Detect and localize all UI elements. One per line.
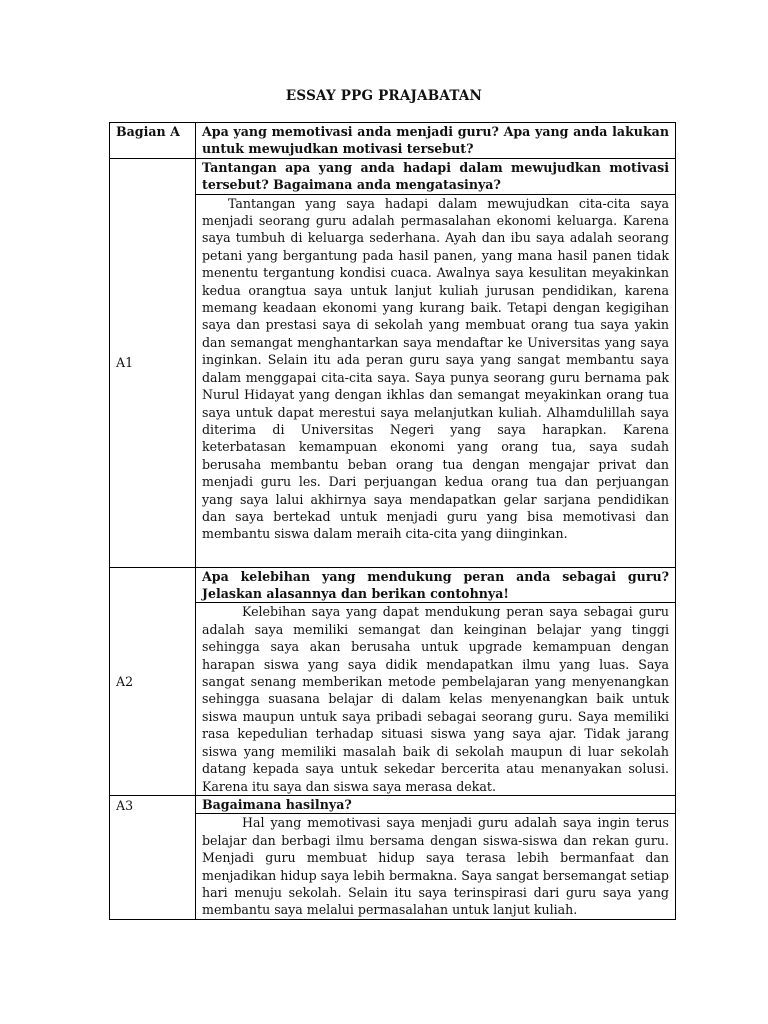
section-answer-a3 [196, 814, 676, 919]
table-row-a3-question [110, 795, 676, 813]
section-question-header: Apa yang memotivasi anda menjadi guru? Apa yang anda lakukan untuk mewujudkan motivasi tersebut? [196, 123, 676, 159]
essay-table [109, 122, 676, 920]
section-question-a1: Tantangan apa yang anda hadapi dalam mewujudkan motivasi tersebut? Bagaimana anda mengatasinya? [196, 158, 676, 194]
answer-paragraph-a2: Kelebihan saya yang dapat mendukung peran saya sebagai guru adalah saya memiliki semangat dan keinginan belajar yang tinggi sehingga saya akan berusaha untuk upgrade kemampuan dengan harapan siswa yang saya didik mendapatkan ilmu yang luas. Saya sangat senang memberikan metode pembelajaran yang menyenangkan sehingga suasana belajar di dalam kelas menyenangkan baik untuk siswa maupun untuk saya pribadi sebagai seorang guru. Saya memiliki rasa kepedulian terhadap situasi siswa yang saya ajar. Tidak jarang siswa yang memiliki masalah baik di sekolah maupun di luar sekolah datang kepada saya untuk sekedar bercerita atau menanyakan solusi. Karena itu saya dan siswa saya merasa dekat. [202, 604, 669, 794]
table-row-header [110, 123, 676, 159]
section-answer-a1 [196, 194, 676, 567]
answer-paragraph-a3: Hal yang memotivasi saya menjadi guru adalah saya ingin terus belajar dan berbagi ilmu bersama dengan siswa-siswa dan rekan guru. Menjadi guru membuat hidup saya terasa lebih bermanfaat dan menjadikan hidup saya lebih bermakna. Saya sangat bersemangat setiap hari menuju sekolah. Selain itu saya terinspirasi dari guru saya yang membantu saya melalui permasalahan untuk lanjut kuliah. [202, 815, 669, 918]
document-title: ESSAY PPG PRAJABATAN [285, 88, 483, 104]
section-question-a2: Apa kelebihan yang mendukung peran anda sebagai guru? Jelaskan alasannya dan berikan contohnya! [196, 567, 676, 603]
table-row-a2-question [110, 567, 676, 603]
section-label-a3: A3 [110, 795, 196, 919]
section-label-a1: A1 [110, 158, 196, 567]
section-answer-a2 [196, 603, 676, 795]
answer-paragraph-a1: Tantangan yang saya hadapi dalam mewujudkan cita-cita saya menjadi seorang guru adalah permasalahan ekonomi keluarga. Karena saya tumbuh di keluarga sederhana. Ayah dan ibu saya adalah seorang petani yang bergantung pada hasil panen, yang mana hasil panen tidak menentu tergantung kondisi cuaca. Awalnya saya kesulitan meyakinkan kedua orangtua saya untuk lanjut kuliah jurusan pendidikan, karena memang keadaan ekonomi yang kurang baik. Tetapi dengan kegigihan saya dan prestasi saya di sekolah yang membuat orang tua saya yakin dan semangat menghantarkan saya mendaftar ke Universitas yang saya inginkan. Selain itu ada peran guru saya yang sangat membantu saya dalam menggapai cita-cita saya. Saya punya seorang guru bernama pak Nurul Hidayat yang dengan ikhlas dan semangat meyakinkan orang tua saya untuk dapat merestui saya melanjutkan kuliah. Alhamdulillah saya diterima di Universitas Negeri yang saya harapkan. Karena keterbatasan kemampuan ekonomi yang orang tua, saya sudah berusaha membantu beban orang tua dengan mengajar privat dan menjadi guru les. Dari perjuangan kedua orang tua dan perjuangan yang saya lalui akhirnya saya mendapatkan gelar sarjana pendidikan dan saya bertekad untuk menjadi guru yang bisa memotivasi dan membantu siswa dalam meraih cita-cita yang diinginkan. [202, 195, 669, 542]
section-label-a2: A2 [110, 567, 196, 795]
section-label-header: Bagian A [110, 123, 196, 159]
table-row-a1-question [110, 158, 676, 194]
section-question-a3: Bagaimana hasilnya? [196, 795, 676, 813]
